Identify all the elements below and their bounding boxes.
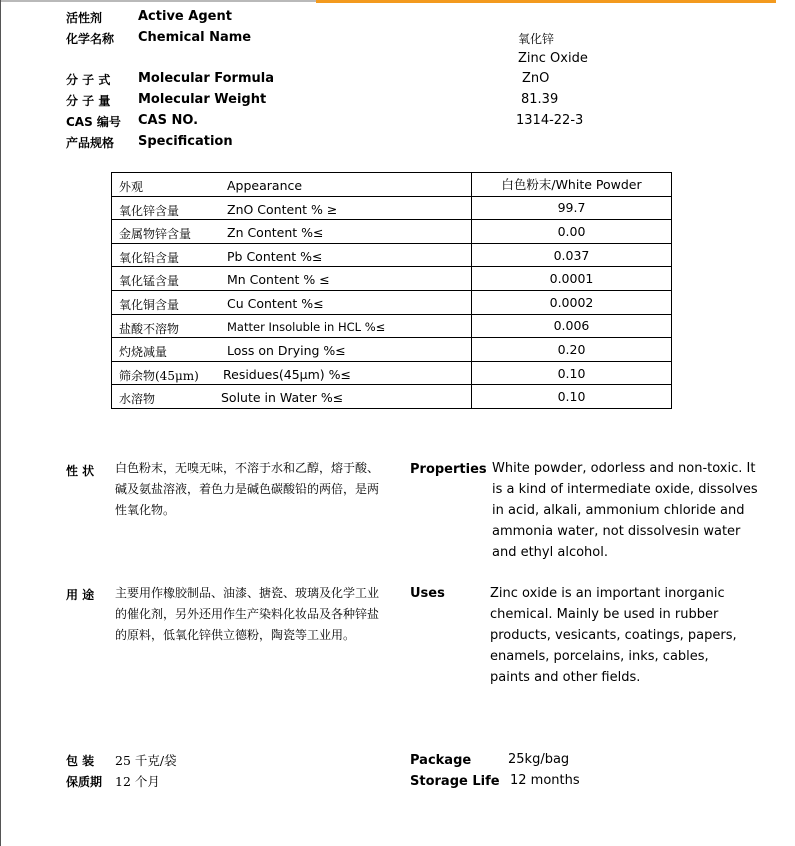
spec-label-cn: 产品规格 — [66, 136, 115, 150]
text-line: and ethyl alcohol. — [492, 545, 608, 560]
storage-value-en: 12 months — [510, 773, 580, 788]
text-line: products, vesicants, coatings, papers, — [490, 628, 737, 643]
active-agent-label-en: Active Agent — [138, 9, 232, 24]
spec-value: 99.7 — [472, 196, 672, 220]
chemical-name-label-en: Chemical Name — [138, 30, 252, 45]
text-line: Zinc oxide is an important inorganic — [490, 586, 725, 601]
spec-item-en: Matter Insoluble in HCL %≤ — [227, 319, 386, 334]
storage-label-en: Storage Life — [410, 774, 500, 789]
spec-row — [112, 220, 672, 244]
uses-text-en — [490, 583, 737, 688]
spec-row — [112, 314, 672, 338]
spec-value: 0.10 — [472, 385, 672, 409]
package-label-cn: 包 装 — [66, 754, 95, 768]
chemical-name-value-en: Zinc Oxide — [518, 51, 588, 66]
spec-item-cn: 氧化锰含量 — [119, 274, 180, 289]
spec-item-en: Residues(45μm) %≤ — [223, 366, 351, 382]
spec-row — [112, 243, 672, 267]
uses-label-en: Uses — [410, 586, 445, 601]
weight-label-en: Molecular Weight — [138, 92, 267, 107]
spec-row — [112, 338, 672, 362]
text-line: enamels, porcelains, inks, cables, — [490, 649, 709, 664]
text-line: chemical. Mainly be used in rubber — [490, 607, 719, 622]
properties-label-cn: 性 状 — [66, 464, 95, 478]
active-agent-label-cn: 活性剂 — [66, 11, 103, 25]
spec-item-cell — [112, 385, 472, 409]
top-rule-gray — [0, 0, 316, 2]
spec-value: 白色粉末/White Powder — [472, 173, 672, 197]
spec-row — [112, 290, 672, 314]
package-value-cn: 25 千克/袋 — [115, 753, 177, 768]
text-line: 性氧化物。 — [115, 503, 176, 517]
spec-item-en: Mn Content % ≤ — [227, 272, 330, 288]
left-border — [0, 0, 1, 846]
spec-item-cell — [112, 173, 472, 197]
properties-label-en: Properties — [410, 462, 487, 477]
spec-value: 0.10 — [472, 361, 672, 385]
spec-row — [112, 385, 672, 409]
spec-value: 0.0001 — [472, 267, 672, 291]
spec-value: 0.0002 — [472, 290, 672, 314]
text-line: 碱及氨盐溶液，着色力是碱色碳酸铅的两倍，是两 — [115, 482, 380, 496]
formula-label-cn: 分 子 式 — [66, 73, 111, 87]
spec-row — [112, 173, 672, 197]
spec-row — [112, 196, 672, 220]
text-line: 的原料，低氧化锌供立德粉，陶瓷等工业用。 — [115, 628, 356, 642]
top-rule-orange — [316, 0, 776, 3]
spec-item-cell — [112, 338, 472, 362]
spec-item-en: Cu Content %≤ — [227, 295, 324, 311]
spec-item-cn: 灼烧减量 — [119, 345, 168, 360]
spec-item-en: Zn Content %≤ — [227, 225, 324, 241]
formula-label-en: Molecular Formula — [138, 71, 274, 86]
weight-value: 81.39 — [521, 92, 559, 107]
spec-item-en: Appearance — [227, 178, 303, 193]
weight-label-cn: 分 子 量 — [66, 94, 111, 108]
spec-item-en: ZnO Content % ≥ — [227, 201, 338, 217]
package-value-en: 25kg/bag — [508, 752, 570, 767]
spec-label-en: Specification — [138, 134, 233, 149]
spec-item-cn: 外观 — [119, 180, 144, 194]
spec-item-cell — [112, 267, 472, 291]
storage-value-cn: 12 个月 — [115, 774, 160, 789]
spec-item-cn: 氧化铜含量 — [119, 297, 180, 312]
chemical-name-label-cn: 化学名称 — [66, 32, 115, 46]
spec-item-cell — [112, 314, 472, 338]
uses-text-cn — [115, 583, 390, 646]
spec-item-cn: 氧化铅含量 — [119, 250, 180, 265]
spec-item-cn: 氧化锌含量 — [119, 203, 180, 218]
spec-value: 0.20 — [472, 338, 672, 362]
spec-item-cn: 盐酸不溶物 — [119, 321, 180, 336]
spec-item-cn: 筛余物(45μm) — [119, 368, 199, 383]
text-line: 白色粉末，无嗅无味，不溶于水和乙醇，熔于酸、 — [115, 461, 380, 475]
spec-item-en: Solute in Water %≤ — [221, 390, 344, 406]
spec-table — [111, 172, 672, 409]
text-line: is a kind of intermediate oxide, dissolves — [492, 482, 758, 497]
text-line: 主要用作橡胶制品、油漆、搪瓷、玻璃及化学工业 — [115, 586, 380, 600]
package-label-en: Package — [410, 753, 472, 768]
spec-item-cell — [112, 243, 472, 267]
properties-text-en — [492, 458, 758, 563]
chemical-name-value-cn: 氧化锌 — [518, 32, 555, 46]
spec-row — [112, 267, 672, 291]
spec-item-cn: 金属物锌含量 — [119, 227, 192, 242]
cas-label-en: CAS NO. — [138, 113, 199, 128]
spec-value: 0.037 — [472, 243, 672, 267]
text-line: White powder, odorless and non-toxic. It — [492, 461, 756, 476]
text-line: 的催化剂，另外还用作生产染料化妆品及各种锌盐 — [115, 607, 380, 621]
text-line: in acid, alkali, ammonium chloride and — [492, 503, 745, 518]
spec-value: 0.00 — [472, 220, 672, 244]
spec-item-cell — [112, 361, 472, 385]
spec-item-cn: 水溶物 — [119, 392, 156, 407]
cas-value: 1314-22-3 — [516, 113, 584, 128]
spec-item-cell — [112, 290, 472, 314]
spec-item-en: Loss on Drying %≤ — [227, 343, 346, 359]
storage-label-cn: 保质期 — [66, 775, 103, 789]
spec-value: 0.006 — [472, 314, 672, 338]
spec-item-en: Pb Content %≤ — [227, 248, 323, 264]
text-line: paints and other fields. — [490, 670, 641, 685]
spec-item-cell — [112, 196, 472, 220]
formula-value: ZnO — [522, 71, 550, 86]
spec-item-cell — [112, 220, 472, 244]
cas-label-cn: CAS 编号 — [66, 115, 121, 129]
spec-row — [112, 361, 672, 385]
properties-text-cn — [115, 458, 390, 521]
uses-label-cn: 用 途 — [66, 588, 95, 602]
text-line: ammonia water, not dissolvesin water — [492, 524, 741, 539]
